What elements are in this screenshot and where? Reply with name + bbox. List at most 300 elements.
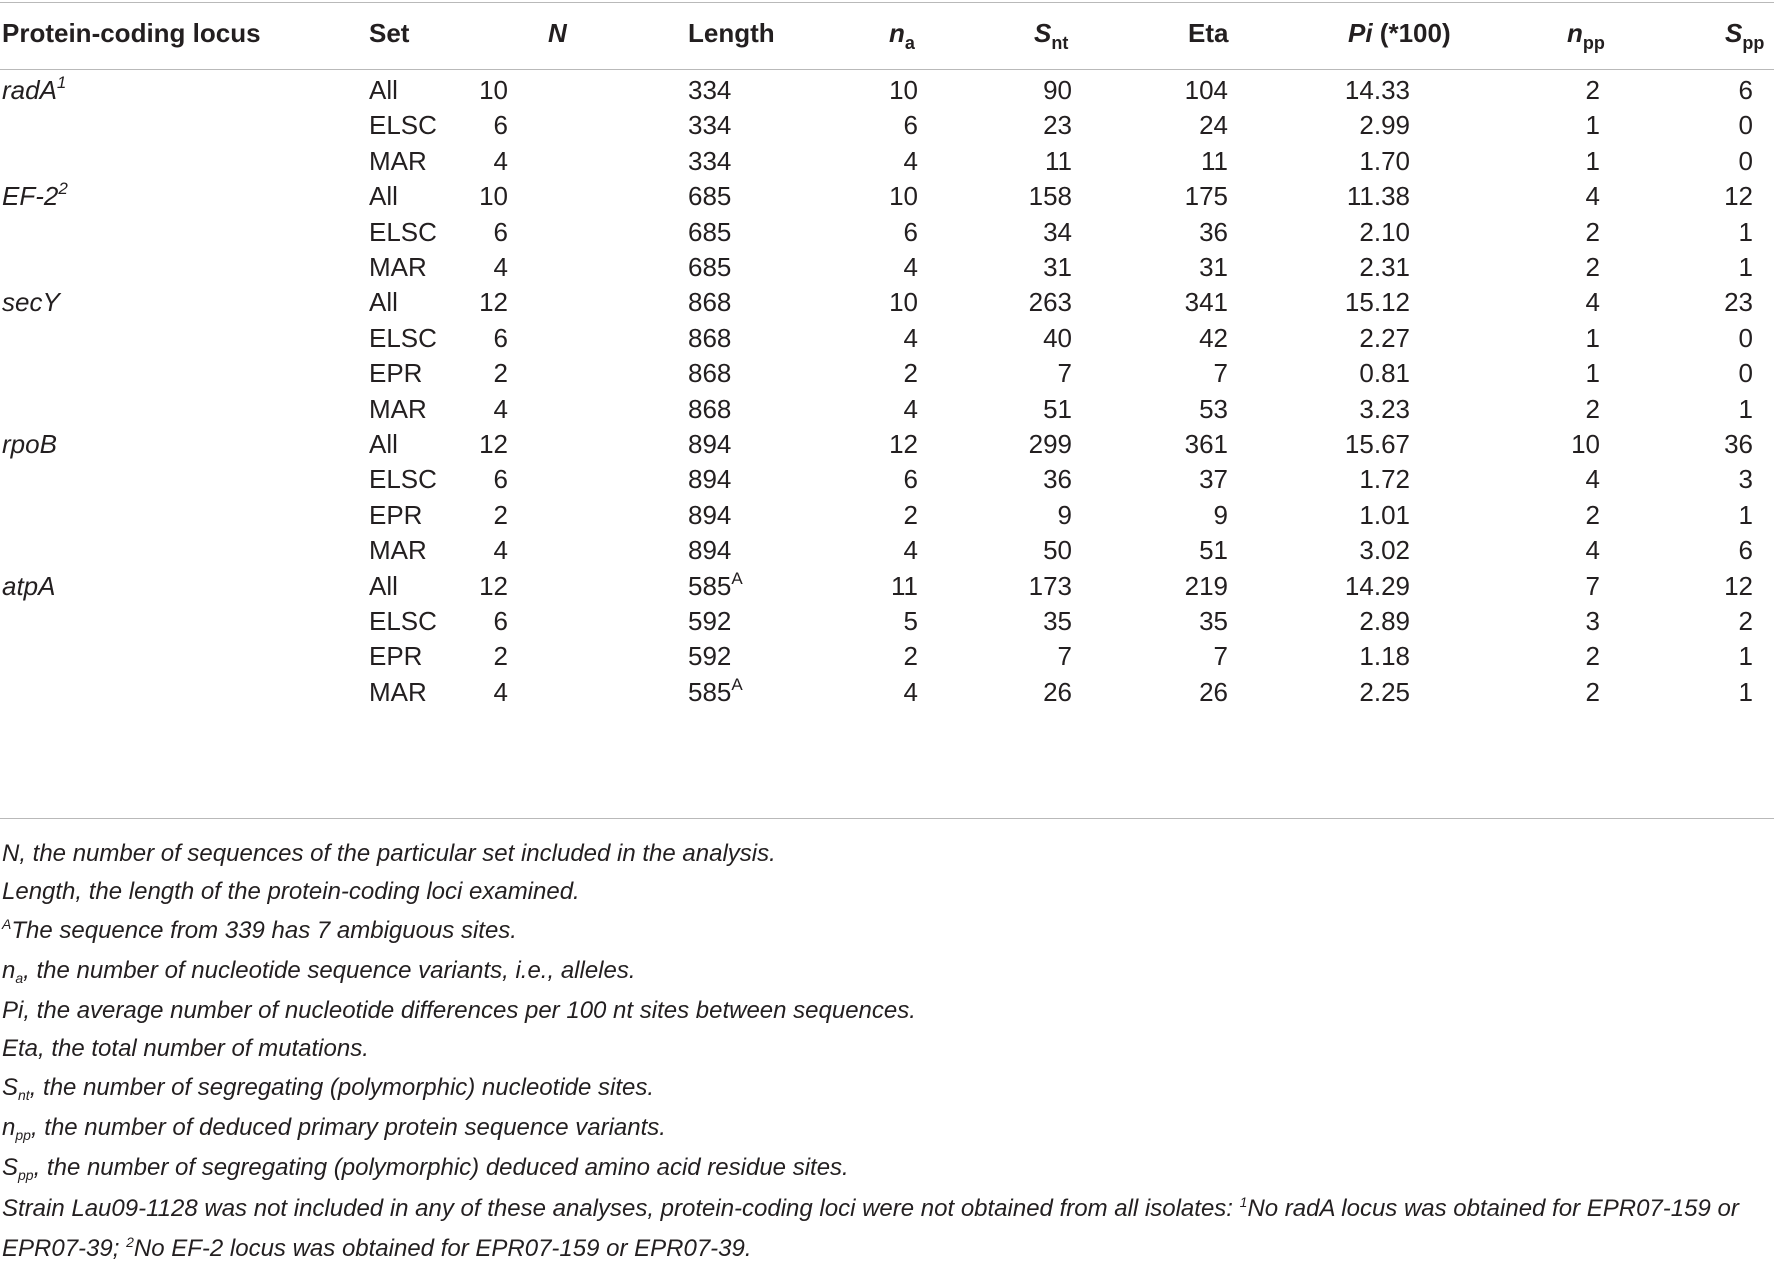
cell-length bbox=[688, 429, 808, 463]
cell-na bbox=[838, 217, 918, 247]
cell-npp-value: 10 bbox=[1571, 429, 1600, 459]
cell-pi-value: 15.12 bbox=[1344, 287, 1410, 318]
cell-eta bbox=[1128, 146, 1228, 176]
cell-spp-value: 1 bbox=[1738, 393, 1753, 424]
cell-pi-value: 15.67 bbox=[1344, 429, 1410, 459]
cell-na bbox=[838, 429, 918, 459]
cell-spp bbox=[1693, 606, 1753, 636]
cell-npp bbox=[1540, 500, 1600, 530]
cell-pi bbox=[1270, 641, 1410, 671]
cell-length-value: 868 bbox=[688, 322, 732, 353]
cell-pi bbox=[1270, 606, 1410, 636]
cell-N bbox=[448, 500, 508, 530]
footnote-n: N, the number of sequences of the particular set included in the analysis. bbox=[2, 840, 776, 867]
cell-N bbox=[448, 252, 508, 282]
cell-N-value: 4 bbox=[493, 676, 508, 707]
cell-na bbox=[838, 535, 918, 565]
cell-na bbox=[838, 464, 918, 494]
footnote-pi: Pi, the average number of nucleotide differences per 100 nt sites between sequences. bbox=[2, 997, 916, 1025]
cell-set-value: MAR bbox=[369, 145, 427, 176]
cell-eta bbox=[1128, 358, 1228, 388]
cell-N-value: 6 bbox=[493, 216, 508, 247]
cell-locus bbox=[2, 429, 302, 463]
cell-npp-value: 3 bbox=[1585, 606, 1600, 636]
cell-set-value: MAR bbox=[369, 535, 427, 566]
cell-pi-value: 2.27 bbox=[1359, 322, 1410, 353]
footnote-npp-base: n bbox=[2, 1114, 16, 1142]
cell-snt-value: 9 bbox=[1057, 499, 1072, 530]
cell-na-value: 10 bbox=[889, 181, 918, 212]
cell-N-value: 6 bbox=[493, 464, 508, 495]
cell-snt bbox=[982, 287, 1072, 317]
cell-locus-value: atpA bbox=[2, 570, 56, 601]
cell-length bbox=[688, 146, 808, 180]
cell-na bbox=[838, 394, 918, 424]
header-n: N bbox=[548, 18, 567, 48]
cell-eta bbox=[1128, 252, 1228, 282]
cell-set-value: All bbox=[369, 570, 398, 601]
cell-na-value: 4 bbox=[903, 676, 918, 707]
cell-eta-value: 7 bbox=[1213, 358, 1228, 389]
cell-snt bbox=[982, 146, 1072, 176]
cell-na bbox=[838, 571, 918, 601]
cell-npp bbox=[1540, 217, 1600, 247]
cell-length bbox=[688, 110, 808, 144]
cell-spp-value: 12 bbox=[1724, 181, 1753, 212]
cell-spp bbox=[1693, 181, 1753, 211]
cell-locus-superscript: 2 bbox=[58, 179, 68, 199]
cell-npp bbox=[1540, 606, 1600, 636]
footnote-spp-text: , the number of segregating (polymorphic) deduced amino acid residue sites. bbox=[33, 1154, 849, 1182]
cell-na-value: 10 bbox=[889, 75, 918, 105]
cell-spp-value: 1 bbox=[1738, 499, 1753, 530]
cell-eta-value: 341 bbox=[1184, 287, 1228, 318]
cell-snt bbox=[982, 429, 1072, 459]
cell-snt-value: 299 bbox=[1028, 429, 1072, 459]
cell-npp-value: 4 bbox=[1585, 287, 1600, 318]
cell-pi-value: 14.29 bbox=[1344, 570, 1410, 601]
cell-length bbox=[688, 606, 808, 640]
cell-length-value: 894 bbox=[688, 464, 732, 495]
cell-spp bbox=[1693, 252, 1753, 282]
cell-na-value: 11 bbox=[891, 570, 918, 601]
cell-npp-value: 2 bbox=[1585, 393, 1600, 424]
cell-pi bbox=[1270, 181, 1410, 211]
cell-na bbox=[838, 677, 918, 707]
cell-eta bbox=[1128, 677, 1228, 707]
cell-snt-value: 173 bbox=[1028, 570, 1072, 601]
cell-snt bbox=[982, 641, 1072, 671]
cell-eta-value: 7 bbox=[1213, 641, 1228, 672]
header-npp-sub: pp bbox=[1582, 33, 1605, 53]
cell-npp-value: 2 bbox=[1585, 499, 1600, 530]
footnote-na-text: , the number of nucleotide sequence variants, i.e., alleles. bbox=[23, 956, 636, 984]
cell-N bbox=[448, 606, 508, 636]
cell-pi-value: 1.01 bbox=[1359, 499, 1410, 530]
cell-snt bbox=[982, 606, 1072, 636]
cell-spp-value: 0 bbox=[1738, 145, 1753, 176]
footnote-eta: Eta, the total number of mutations. bbox=[2, 1035, 369, 1063]
footnote-ambiguous-text: The sequence from 339 has 7 ambiguous sites. bbox=[11, 916, 517, 944]
cell-set-value: MAR bbox=[369, 676, 427, 707]
cell-spp bbox=[1693, 110, 1753, 140]
cell-na-value: 12 bbox=[889, 429, 918, 459]
cell-snt bbox=[982, 217, 1072, 247]
footnote-snt-sub: nt bbox=[18, 1086, 30, 1103]
cell-npp-value: 2 bbox=[1585, 75, 1600, 105]
cell-pi bbox=[1270, 500, 1410, 530]
cell-eta-value: 42 bbox=[1199, 322, 1228, 353]
footnote-snt bbox=[2, 1069, 1770, 1109]
cell-npp bbox=[1540, 287, 1600, 317]
cell-eta-value: 51 bbox=[1199, 535, 1228, 566]
cell-na-value: 4 bbox=[903, 322, 918, 353]
cell-snt-value: 40 bbox=[1043, 322, 1072, 353]
cell-npp-value: 4 bbox=[1585, 181, 1600, 212]
cell-spp-value: 1 bbox=[1738, 216, 1753, 247]
cell-eta-value: 104 bbox=[1184, 75, 1228, 105]
cell-eta-value: 219 bbox=[1184, 570, 1228, 601]
cell-npp bbox=[1540, 535, 1600, 565]
header-spp-sub: pp bbox=[1742, 33, 1765, 53]
cell-snt-value: 7 bbox=[1057, 358, 1072, 389]
cell-eta bbox=[1128, 571, 1228, 601]
cell-eta-value: 9 bbox=[1213, 499, 1228, 530]
cell-length-superscript: A bbox=[731, 674, 743, 694]
cell-locus-value: EF-2 bbox=[2, 181, 59, 212]
cell-N-value: 10 bbox=[479, 181, 508, 212]
cell-spp bbox=[1693, 323, 1753, 353]
cell-snt bbox=[982, 535, 1072, 565]
cell-N-value: 2 bbox=[493, 641, 508, 672]
cell-N bbox=[448, 287, 508, 317]
cell-npp bbox=[1540, 394, 1600, 424]
cell-N-value: 10 bbox=[479, 75, 508, 105]
cell-spp-value: 0 bbox=[1738, 110, 1753, 141]
cell-na-value: 4 bbox=[903, 393, 918, 424]
cell-snt-value: 23 bbox=[1043, 110, 1072, 141]
cell-set-value: All bbox=[369, 75, 398, 105]
cell-npp bbox=[1540, 677, 1600, 707]
cell-na-value: 2 bbox=[903, 499, 918, 530]
cell-length-value: 334 bbox=[688, 75, 732, 105]
cell-length-value: 868 bbox=[688, 287, 732, 318]
cell-na-value: 6 bbox=[903, 464, 918, 495]
cell-set-value: EPR bbox=[369, 641, 423, 672]
cell-spp bbox=[1693, 464, 1753, 494]
cell-eta bbox=[1128, 323, 1228, 353]
cell-length-value: 685 bbox=[688, 252, 732, 282]
cell-snt-value: 36 bbox=[1043, 464, 1072, 495]
cell-npp-value: 2 bbox=[1585, 216, 1600, 247]
cell-pi-value: 14.33 bbox=[1344, 75, 1410, 105]
footnote-na-base: n bbox=[2, 956, 16, 984]
cell-spp-value: 0 bbox=[1738, 358, 1753, 389]
cell-pi-value: 1.70 bbox=[1359, 145, 1410, 176]
cell-set-value: ELSC bbox=[369, 322, 437, 353]
footnote-snt-base: S bbox=[2, 1073, 19, 1101]
cell-length-value: 334 bbox=[688, 110, 732, 141]
cell-set-value: EPR bbox=[369, 358, 423, 389]
footnote-snt-text: , the number of segregating (polymorphic) nucleotide sites. bbox=[29, 1073, 655, 1101]
cell-N-value: 2 bbox=[493, 358, 508, 389]
cell-pi bbox=[1270, 146, 1410, 176]
cell-eta bbox=[1128, 110, 1228, 140]
cell-N-value: 4 bbox=[493, 393, 508, 424]
cell-npp bbox=[1540, 464, 1600, 494]
cell-spp-value: 6 bbox=[1738, 75, 1753, 105]
cell-spp bbox=[1693, 287, 1753, 317]
cell-N-value: 12 bbox=[479, 570, 508, 601]
cell-npp bbox=[1540, 571, 1600, 601]
cell-na bbox=[838, 500, 918, 530]
cell-na bbox=[838, 110, 918, 140]
cell-eta-value: 53 bbox=[1199, 393, 1228, 424]
cell-length bbox=[688, 217, 808, 251]
header-locus: Protein-coding locus bbox=[2, 18, 261, 48]
cell-snt bbox=[982, 323, 1072, 353]
footnote-strain-text-c: No EF-2 locus was obtained for EPR07-159 or EPR07-39. bbox=[133, 1234, 752, 1262]
header-na bbox=[889, 18, 915, 51]
cell-length bbox=[688, 674, 808, 711]
cell-npp bbox=[1540, 75, 1600, 105]
cell-npp-value: 2 bbox=[1585, 252, 1600, 282]
cell-snt-value: 51 bbox=[1043, 393, 1072, 424]
cell-spp bbox=[1693, 500, 1753, 530]
footnote-ambiguous bbox=[2, 912, 1770, 952]
cell-eta bbox=[1128, 500, 1228, 530]
cell-length bbox=[688, 641, 808, 675]
cell-locus bbox=[2, 571, 302, 605]
header-set: Set bbox=[369, 18, 410, 48]
cell-na bbox=[838, 606, 918, 636]
cell-length bbox=[688, 323, 808, 357]
cell-snt bbox=[982, 677, 1072, 707]
bottom-rule bbox=[0, 818, 1774, 819]
cell-na bbox=[838, 323, 918, 353]
cell-set-value: EPR bbox=[369, 499, 423, 530]
cell-pi-value: 2.89 bbox=[1359, 606, 1410, 636]
cell-spp-value: 23 bbox=[1724, 287, 1753, 318]
cell-eta-value: 26 bbox=[1199, 676, 1228, 707]
footnote-length: Length, the length of the protein-coding loci examined. bbox=[2, 878, 580, 906]
cell-na-value: 6 bbox=[903, 110, 918, 141]
cell-spp bbox=[1693, 535, 1753, 565]
cell-pi-value: 2.31 bbox=[1359, 252, 1410, 282]
cell-spp bbox=[1693, 394, 1753, 424]
footnote-strain-text-b: No radA locus was obtained for EPR07-159 or EPR07-39; bbox=[2, 1194, 1739, 1262]
cell-na bbox=[838, 641, 918, 671]
cell-N bbox=[448, 464, 508, 494]
cell-pi-value: 2.25 bbox=[1359, 676, 1410, 707]
cell-eta-value: 175 bbox=[1184, 181, 1228, 212]
cell-snt-value: 7 bbox=[1057, 641, 1072, 672]
cell-set-value: ELSC bbox=[369, 110, 437, 141]
cell-set-value: MAR bbox=[369, 252, 427, 282]
cell-pi-value: 3.02 bbox=[1359, 535, 1410, 566]
cell-spp-value: 3 bbox=[1738, 464, 1753, 495]
cell-N bbox=[448, 429, 508, 459]
cell-locus-value: secY bbox=[2, 287, 60, 318]
cell-pi-value: 0.81 bbox=[1359, 358, 1410, 389]
cell-npp bbox=[1540, 641, 1600, 671]
header-na-base: n bbox=[889, 18, 905, 48]
cell-pi-value: 2.10 bbox=[1359, 216, 1410, 247]
cell-na-value: 4 bbox=[903, 535, 918, 566]
cell-spp-value: 2 bbox=[1738, 606, 1753, 636]
cell-N bbox=[448, 641, 508, 671]
cell-N-value: 6 bbox=[493, 606, 508, 636]
footnote-na-sub: a bbox=[15, 969, 24, 986]
cell-length-value: 868 bbox=[688, 393, 732, 424]
header-pi-rest: (*100) bbox=[1372, 18, 1451, 48]
cell-snt-value: 90 bbox=[1043, 75, 1072, 105]
cell-eta bbox=[1128, 429, 1228, 459]
cell-na bbox=[838, 358, 918, 388]
cell-length-value: 685 bbox=[688, 216, 732, 247]
cell-pi bbox=[1270, 358, 1410, 388]
cell-pi bbox=[1270, 571, 1410, 601]
footnote-spp-sub: pp bbox=[18, 1167, 34, 1184]
cell-spp-value: 1 bbox=[1738, 641, 1753, 672]
cell-spp-value: 12 bbox=[1724, 570, 1753, 601]
cell-na-value: 5 bbox=[903, 606, 918, 636]
cell-na bbox=[838, 75, 918, 105]
cell-snt-value: 11 bbox=[1045, 145, 1072, 176]
cell-N-value: 6 bbox=[493, 110, 508, 141]
footnote-npp-sub: pp bbox=[15, 1127, 31, 1144]
header-npp bbox=[1567, 18, 1605, 51]
cell-eta bbox=[1128, 181, 1228, 211]
cell-pi bbox=[1270, 323, 1410, 353]
footnote-strain-text-a: Strain Lau09-1128 was not included in any of these analyses, protein-coding loci were not obtained from all isolates: bbox=[2, 1194, 1240, 1222]
cell-snt-value: 34 bbox=[1043, 216, 1072, 247]
cell-npp bbox=[1540, 110, 1600, 140]
cell-N bbox=[448, 323, 508, 353]
cell-spp-value: 0 bbox=[1738, 322, 1753, 353]
cell-length-value: 334 bbox=[688, 145, 732, 176]
cell-pi bbox=[1270, 75, 1410, 105]
cell-npp bbox=[1540, 146, 1600, 176]
cell-npp-value: 7 bbox=[1585, 570, 1600, 601]
cell-spp bbox=[1693, 677, 1753, 707]
table-footnotes bbox=[2, 835, 1770, 1270]
cell-N bbox=[448, 217, 508, 247]
cell-pi bbox=[1270, 217, 1410, 247]
cell-N-value: 2 bbox=[493, 499, 508, 530]
cell-spp-value: 1 bbox=[1738, 252, 1753, 282]
footnote-spp bbox=[2, 1149, 1770, 1189]
cell-npp-value: 1 bbox=[1585, 358, 1600, 389]
cell-set-value: All bbox=[369, 181, 398, 212]
cell-set-value: All bbox=[369, 287, 398, 318]
cell-set-value: ELSC bbox=[369, 606, 437, 636]
cell-length bbox=[688, 464, 808, 498]
cell-pi bbox=[1270, 252, 1410, 282]
cell-N-value: 6 bbox=[493, 322, 508, 353]
cell-length bbox=[688, 358, 808, 392]
footnote-npp-text: , the number of deduced primary protein sequence variants. bbox=[30, 1114, 666, 1142]
cell-N-value: 12 bbox=[479, 287, 508, 318]
cell-snt-value: 31 bbox=[1043, 252, 1072, 282]
cell-snt bbox=[982, 75, 1072, 105]
cell-length-value: 592 bbox=[688, 606, 732, 636]
cell-na-value: 4 bbox=[903, 252, 918, 282]
cell-N bbox=[448, 110, 508, 140]
cell-N-value: 4 bbox=[493, 252, 508, 282]
cell-eta bbox=[1128, 606, 1228, 636]
cell-na bbox=[838, 287, 918, 317]
cell-spp-value: 1 bbox=[1738, 676, 1753, 707]
footnote-strain-marker-1: 1 bbox=[1239, 1193, 1248, 1210]
cell-pi bbox=[1270, 110, 1410, 140]
cell-length-value: 585 bbox=[688, 676, 732, 707]
cell-snt bbox=[982, 394, 1072, 424]
cell-eta-value: 35 bbox=[1199, 606, 1228, 636]
cell-snt bbox=[982, 252, 1072, 282]
cell-set-value: MAR bbox=[369, 393, 427, 424]
cell-eta-value: 24 bbox=[1199, 110, 1228, 141]
cell-snt bbox=[982, 358, 1072, 388]
cell-N-value: 12 bbox=[479, 429, 508, 459]
cell-snt-value: 35 bbox=[1043, 606, 1072, 636]
cell-locus-value: radA bbox=[2, 75, 57, 105]
cell-N bbox=[448, 75, 508, 105]
cell-locus-value: rpoB bbox=[2, 429, 57, 459]
cell-eta bbox=[1128, 394, 1228, 424]
cell-eta bbox=[1128, 287, 1228, 317]
header-na-sub: a bbox=[904, 33, 915, 53]
header-pi bbox=[1348, 18, 1451, 48]
cell-eta-value: 361 bbox=[1184, 429, 1228, 459]
cell-length-value: 592 bbox=[688, 641, 732, 672]
cell-length bbox=[688, 75, 808, 109]
footnote-spp-base: S bbox=[2, 1154, 19, 1182]
cell-eta-value: 37 bbox=[1199, 464, 1228, 495]
cell-N bbox=[448, 358, 508, 388]
cell-set-value: ELSC bbox=[369, 216, 437, 247]
cell-N bbox=[448, 146, 508, 176]
header-pi-base: Pi bbox=[1348, 18, 1373, 48]
cell-npp bbox=[1540, 252, 1600, 282]
cell-N-value: 4 bbox=[493, 145, 508, 176]
cell-set-value: ELSC bbox=[369, 464, 437, 495]
cell-length-value: 685 bbox=[688, 181, 732, 212]
cell-na-value: 10 bbox=[889, 287, 918, 318]
cell-pi bbox=[1270, 394, 1410, 424]
cell-eta bbox=[1128, 464, 1228, 494]
header-rule bbox=[0, 69, 1774, 70]
cell-N bbox=[448, 571, 508, 601]
cell-eta bbox=[1128, 535, 1228, 565]
cell-length-value: 585 bbox=[688, 570, 732, 601]
cell-pi-value: 11.38 bbox=[1346, 181, 1410, 212]
cell-snt bbox=[982, 464, 1072, 494]
cell-npp-value: 2 bbox=[1585, 676, 1600, 707]
header-snt-base: S bbox=[1034, 18, 1052, 48]
cell-length-value: 894 bbox=[688, 499, 732, 530]
top-rule bbox=[0, 2, 1774, 3]
cell-snt-value: 50 bbox=[1043, 535, 1072, 566]
cell-spp-value: 6 bbox=[1738, 535, 1753, 566]
header-spp bbox=[1725, 18, 1764, 51]
header-snt bbox=[1034, 18, 1068, 51]
cell-spp bbox=[1693, 429, 1753, 459]
cell-N bbox=[448, 181, 508, 211]
cell-snt-value: 26 bbox=[1043, 676, 1072, 707]
cell-pi bbox=[1270, 464, 1410, 494]
cell-snt-value: 158 bbox=[1028, 181, 1072, 212]
